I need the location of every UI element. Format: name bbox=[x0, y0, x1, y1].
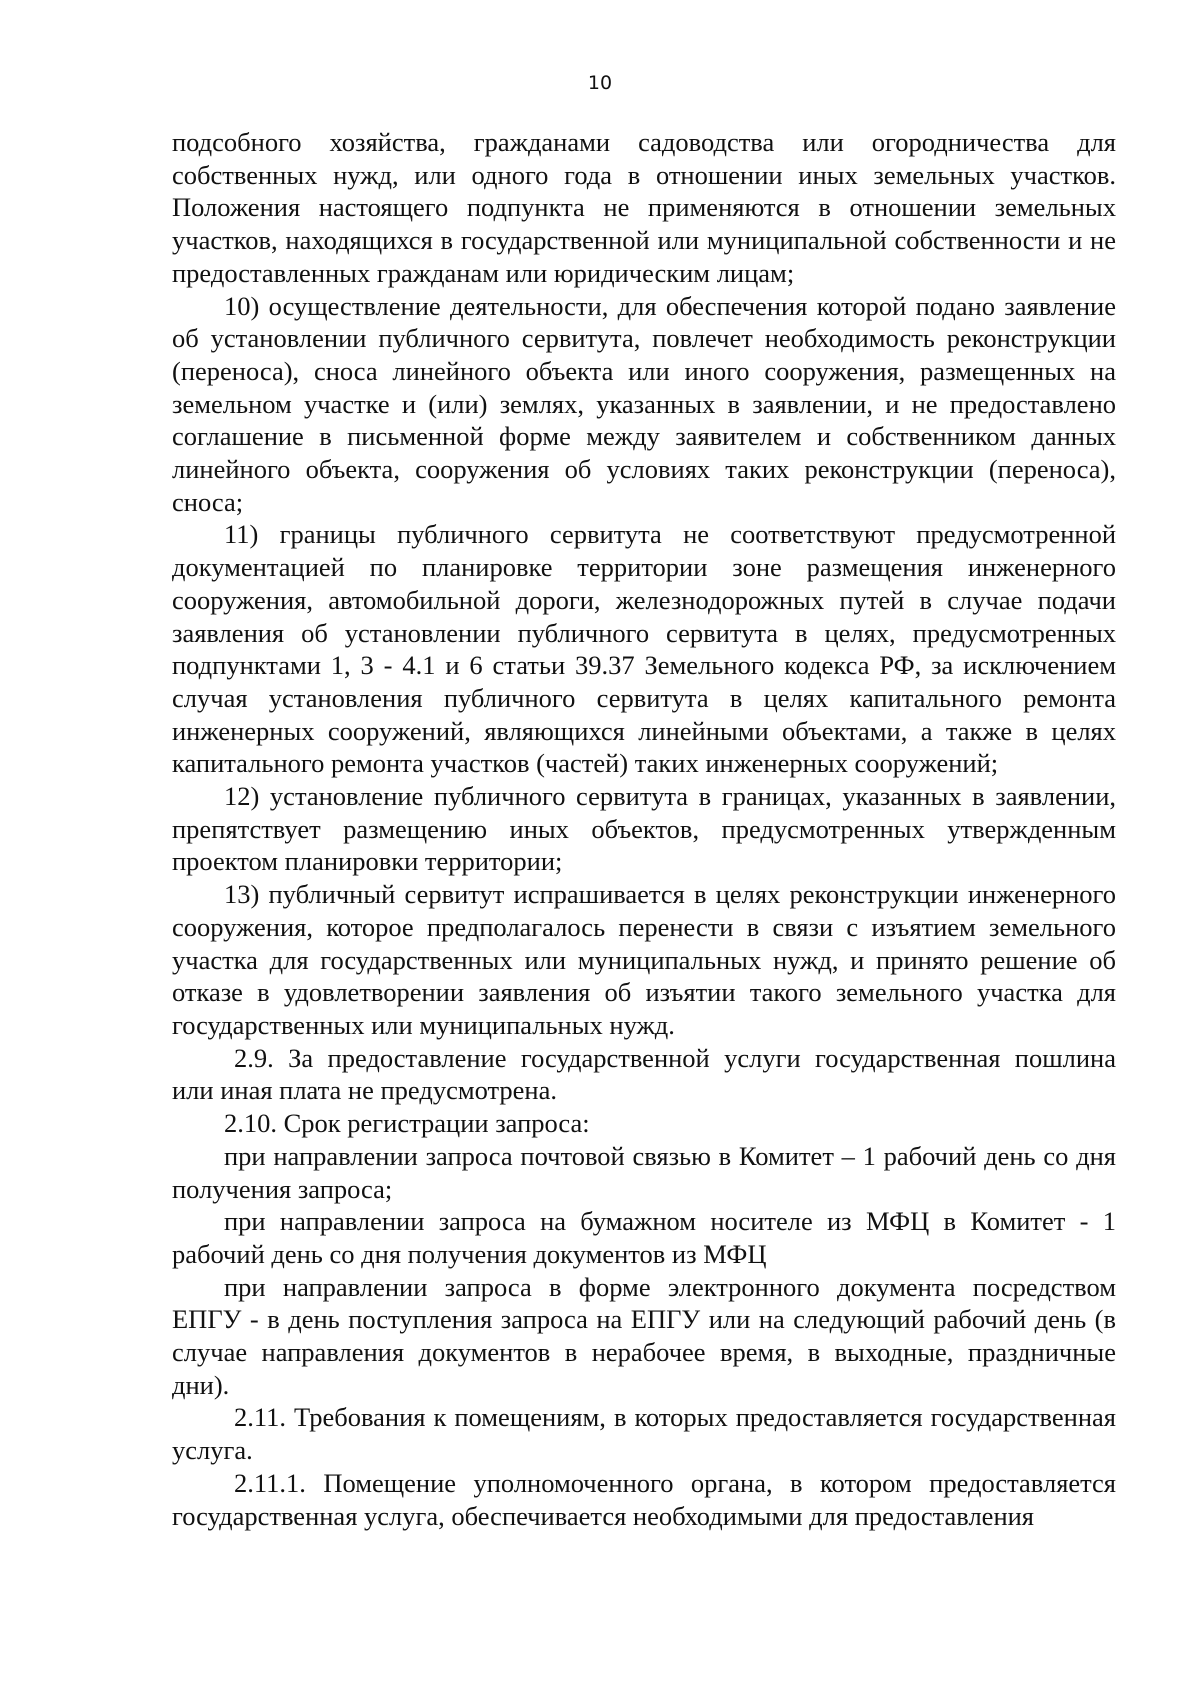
paragraph-epgu-request: при направлении запроса в форме электронного документа посредством ЕПГУ - в день поступления запроса на ЕПГУ или на следующий рабочий день (в случае направления документов в нерабочее время, в выходные, праздничные дни). bbox=[172, 1271, 1116, 1400]
paragraph-postal-request: при направлении запроса почтовой связью в Комитет – 1 рабочий день со дня получения запроса; bbox=[172, 1140, 1116, 1204]
paragraph-item-10: 10) осуществление деятельности, для обеспечения которой подано заявление об установлении публичного сервитута, повлечет необходимость реконструкции (переноса), сноса линейного объекта или иного сооружения, размещенных на земельном участке и (или) землях, указанных в заявлении, и не предоставлено соглашение в письменной форме между заявителем и собственником данных линейного объекта, сооружения об условиях таких реконструкции (переноса), сноса; bbox=[172, 290, 1116, 517]
paragraph-item-12: 12) установление публичного сервитута в границах, указанных в заявлении, препятствует размещению иных объектов, предусмотренных утвержденным проектом планировки территории; bbox=[172, 781, 1116, 877]
document-body bbox=[172, 126, 1116, 1532]
paragraph-section-2-11-1: 2.11.1. Помещение уполномоченного органа, в котором предоставляется государственная услуга, обеспечивается необходимыми для предоставления bbox=[172, 1467, 1116, 1531]
paragraph-continuation: подсобного хозяйства, гражданами садоводства или огородничества для собственных нужд, или одного года в отношении иных земельных участков. Положения настоящего подпункта не применяются в отношении земельных участков, находящихся в государственной или муниципальной собственности и не предоставленных гражданам или юридическим лицам; bbox=[172, 127, 1116, 288]
paragraph-mfc-request: при направлении запроса на бумажном носителе из МФЦ в Комитет - 1 рабочий день со дня получения документов из МФЦ bbox=[172, 1206, 1116, 1269]
paragraph-section-2-10: 2.10. Срок регистрации запроса: bbox=[224, 1108, 590, 1139]
paragraph-item-13: 13) публичный сервитут испрашивается в целях реконструкции инженерного сооружения, которое предполагалось перенести в связи с изъятием земельного участка для государственных или муниципальных нужд, и принято решение об отказе в удовлетворении заявления об изъятии такого земельного участка для государственных или муниципальных нужд. bbox=[172, 879, 1116, 1040]
paragraph-section-2-11: 2.11. Требования к помещениям, в которых предоставляется государственная услуга. bbox=[172, 1402, 1116, 1466]
paragraph-section-2-9: 2.9. За предоставление государственной услуги государственная пошлина или иная плата не предусмотрена. bbox=[172, 1042, 1116, 1106]
page-number: 10 bbox=[587, 72, 613, 94]
paragraph-item-11: 11) границы публичного сервитута не соответствуют предусмотренной документацией по планировке территории зоне размещения инженерного сооружения, автомобильной дороги, железнодорожных путей в случае подачи заявления об установлении публичного сервитута в целях, предусмотренных подпунктами 1, 3 - 4.1 и 6 статьи 39.37 Земельного кодекса РФ, за исключением случая установления публичного сервитута в целях капитального ремонта инженерных сооружений, являющихся линейными объектами, а также в целях капитального ремонта участков (частей) таких инженерных сооружений; bbox=[172, 519, 1116, 779]
